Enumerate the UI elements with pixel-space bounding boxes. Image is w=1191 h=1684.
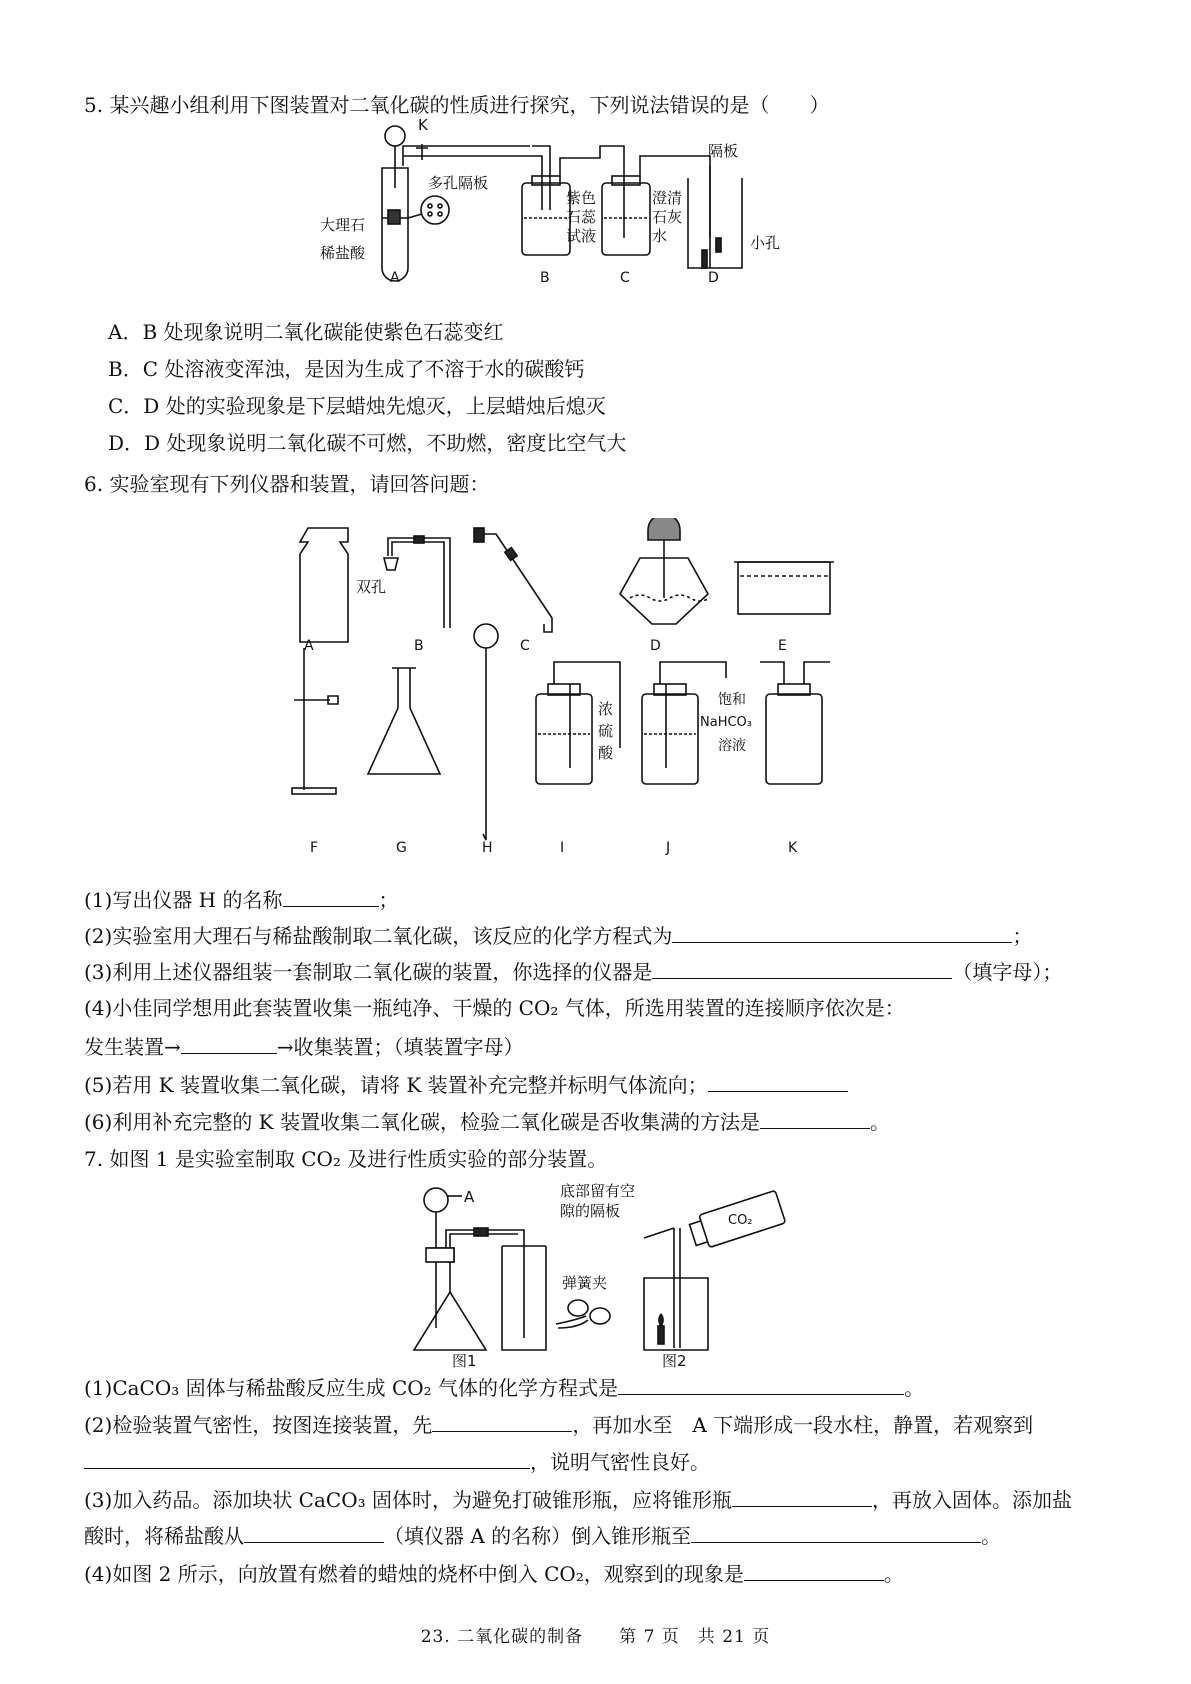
q5-option-a: A．B 处现象说明二氧化碳能使紫色石蕊变红 <box>108 320 504 344</box>
answer-blank[interactable] <box>432 1411 572 1432</box>
q7-stem: 7. 如图 1 是实验室制取 CO₂ 及进行性质实验的部分装置。 <box>84 1147 608 1171</box>
answer-blank[interactable] <box>244 1522 384 1543</box>
label-partition-1: 底部留有空 <box>560 1182 636 1200</box>
q6-p4b-text: 发生装置→ <box>84 1035 181 1059</box>
label-fig1: 图1 <box>452 1352 477 1370</box>
answer-blank[interactable] <box>732 1486 872 1507</box>
label-sulfuric-1: 浓 <box>598 700 614 718</box>
label-litmus-3: 试液 <box>566 227 597 245</box>
q6-part-4: (4)小佳同学想用此套装置收集一瓶纯净、干燥的 CO₂ 气体，所选用装置的连接顺序依次是： <box>84 996 905 1020</box>
answer-blank[interactable] <box>618 1374 904 1395</box>
q6-p3-tail: （填字母）； <box>952 960 1063 984</box>
q6-p5-text: (5)若用 K 装置收集二氧化碳，请将 K 装置补充完整并标明气体流向； <box>84 1073 708 1097</box>
label-sulfuric-3: 酸 <box>598 744 614 762</box>
q7-part-3 <box>84 1486 1072 1513</box>
answer-blank[interactable] <box>283 886 379 907</box>
label-litmus-1: 紫色 <box>566 189 597 207</box>
q6-part-1 <box>84 886 399 913</box>
q7-p3b-text: 酸时，将稀盐酸从 <box>84 1524 244 1548</box>
answer-blank[interactable] <box>708 1071 848 1092</box>
label-porous: 多孔隔板 <box>428 174 489 192</box>
q7-p1-tail: 。 <box>904 1376 925 1400</box>
q7-p2-mid: ，再加水至 A 下端形成一段水柱，静置，若观察到 <box>572 1413 1034 1437</box>
q6-p1-text: (1)写出仪器 H 的名称 <box>84 888 283 912</box>
label-acid: 稀盐酸 <box>320 244 366 262</box>
letter-k: K <box>788 840 798 856</box>
letter-c: C <box>520 638 530 654</box>
label-sulfuric-2: 硫 <box>598 722 614 740</box>
q5-option-b: B．C 处溶液变浑浊，是因为生成了不溶于水的碳酸钙 <box>108 357 585 381</box>
q7-part-2 <box>84 1411 1033 1438</box>
label-k: K <box>418 118 428 134</box>
label-nahco-1: 饱和 <box>718 692 746 708</box>
letter-j: J <box>666 840 671 856</box>
q6-part-4b <box>84 1033 524 1060</box>
q5-option-d: D．D 处现象说明二氧化碳不可燃，不助燃，密度比空气大 <box>108 431 627 455</box>
q6-stem: 6. 实验室现有下列仪器和装置，请回答问题： <box>84 472 490 496</box>
label-nahco-2: NaHCO₃ <box>700 715 752 730</box>
q7-part-3b <box>84 1522 1001 1549</box>
q6-p2-tail: ； <box>1012 924 1033 948</box>
q7-p3-mid: ，再放入固体。添加盐 <box>872 1488 1072 1512</box>
label-marble: 大理石 <box>320 216 366 234</box>
q7-p2b-tail: ，说明气密性良好。 <box>530 1450 710 1474</box>
answer-blank[interactable] <box>672 922 1012 943</box>
page-footer: 23. 二氧化碳的制备 第 7 页 共 21 页 <box>420 1627 771 1647</box>
label-co2: CO₂ <box>728 1213 753 1228</box>
q7-p3b-mid: （填仪器 A 的名称）倒入锥形瓶至 <box>384 1524 692 1548</box>
q7-figure <box>412 1178 812 1370</box>
answer-blank[interactable] <box>84 1448 530 1469</box>
q6-p6-text: (6)利用补充完整的 K 装置收集二氧化碳，检验二氧化碳是否收集满的方法是 <box>84 1110 760 1134</box>
q7-p4-text: (4)如图 2 所示，向放置有燃着的蜡烛的烧杯中倒入 CO₂，观察到的现象是 <box>84 1562 744 1586</box>
q6-part-5 <box>84 1071 848 1098</box>
q6-part-2 <box>84 922 1032 949</box>
letter-g: G <box>396 840 407 856</box>
q7-p4-tail: 。 <box>883 1562 904 1586</box>
letter-d: D <box>650 638 661 654</box>
answer-blank[interactable] <box>760 1108 870 1129</box>
q5-stem: 5. 某兴趣小组利用下图装置对二氧化碳的性质进行探究，下列说法错误的是（ ） <box>84 93 830 117</box>
label-double-hole: 双孔 <box>356 578 387 596</box>
letter-h: H <box>482 840 493 856</box>
answer-blank[interactable] <box>181 1033 277 1054</box>
q7-p2-text: (2)检验装置气密性，按图连接装置，先 <box>84 1413 433 1437</box>
letter-a: A <box>304 638 314 654</box>
label-partition-2: 隙的隔板 <box>560 1202 621 1220</box>
q6-p2-text: (2)实验室用大理石与稀盐酸制取二氧化碳，该反应的化学方程式为 <box>84 924 673 948</box>
letter-a: A <box>390 270 400 286</box>
q6-p3-text: (3)利用上述仪器组装一套制取二氧化碳的装置，你选择的仪器是 <box>84 960 653 984</box>
label-lime-2: 石灰 <box>652 208 683 226</box>
label-lime-3: 水 <box>652 227 668 245</box>
q7-p1-text: (1)CaCO₃ 固体与稀盐酸反应生成 CO₂ 气体的化学方程式是 <box>84 1376 619 1400</box>
label-hole: 小孔 <box>750 234 781 252</box>
letter-i: I <box>560 840 565 856</box>
answer-blank[interactable] <box>691 1522 981 1543</box>
q7-p3-text: (3)加入药品。添加块状 CaCO₃ 固体时，为避免打破锥形瓶，应将锥形瓶 <box>84 1488 732 1512</box>
q6-figure <box>290 518 930 863</box>
q5-figure <box>310 118 830 290</box>
letter-d: D <box>708 270 719 286</box>
q6-p4b-tail: →收集装置；（填装置字母） <box>276 1035 524 1059</box>
label-fig2: 图2 <box>662 1352 687 1370</box>
label-partition: 隔板 <box>708 142 739 160</box>
q7-part-4 <box>84 1560 904 1587</box>
label-lime-1: 澄清 <box>652 189 683 207</box>
q6-p1-tail: ； <box>378 888 399 912</box>
answer-blank[interactable] <box>744 1560 884 1581</box>
q6-p6-tail: 。 <box>870 1110 890 1134</box>
letter-e: E <box>778 638 787 654</box>
q6-part-6 <box>84 1108 890 1135</box>
letter-c: C <box>620 270 630 286</box>
letter-b: B <box>540 270 550 286</box>
q7-part-2b <box>84 1448 710 1475</box>
letter-f: F <box>310 840 319 856</box>
label-nahco-3: 溶液 <box>718 738 746 754</box>
label-clamp: 弹簧夹 <box>562 1274 608 1292</box>
q6-part-3 <box>84 958 1062 985</box>
answer-blank[interactable] <box>652 958 952 979</box>
label-a: A <box>464 1188 475 1206</box>
q7-p3b-tail: 。 <box>981 1524 1002 1548</box>
q5-option-c: C．D 处的实验现象是下层蜡烛先熄灭，上层蜡烛后熄灭 <box>108 394 606 418</box>
letter-b: B <box>414 638 424 654</box>
q7-part-1 <box>84 1374 924 1401</box>
label-litmus-2: 石蕊 <box>566 208 597 226</box>
